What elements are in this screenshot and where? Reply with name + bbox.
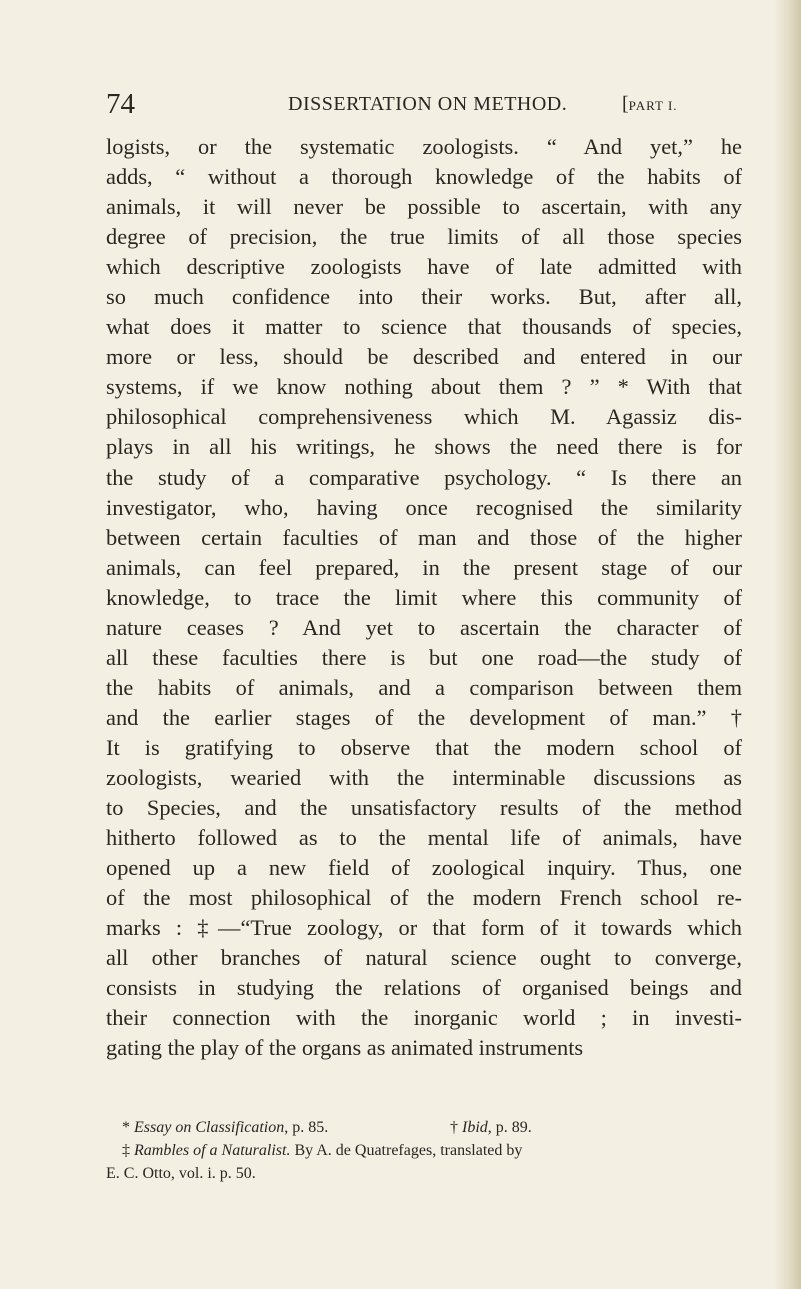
footnote-2 xyxy=(450,1116,532,1139)
text-line: between certain faculties of man and those of the higher xyxy=(106,524,742,550)
footnote-ref: By A. de Quatrefages, translated by xyxy=(290,1142,523,1159)
text-line: It is gratifying to observe that the modern school of xyxy=(106,734,742,760)
text-line: adds, “ without a thorough knowledge of the habits of xyxy=(106,164,742,190)
text-line: hitherto followed as to the mental life of animals, have xyxy=(106,825,742,851)
page-edge-shadow xyxy=(773,0,801,1289)
text-line: knowledge, to trace the limit where this community of xyxy=(106,584,742,610)
running-header xyxy=(106,84,742,124)
text-line: the study of a comparative psychology. “ Is there an xyxy=(106,464,742,490)
footnote-mark: * xyxy=(122,1119,130,1136)
footnote-3 xyxy=(122,1142,522,1159)
text-line: so much confidence into their works. But, after all, xyxy=(106,284,742,310)
text-line: their connection with the inorganic world ; in investi- xyxy=(106,1005,742,1031)
footnote-title: Essay on Classification xyxy=(134,1119,285,1136)
text-line: animals, can feel prepared, in the present stage of our xyxy=(106,554,742,580)
footnote-mark: ‡ xyxy=(122,1142,130,1159)
text-line: logists, or the systematic zoologists. “ And yet,” he xyxy=(106,134,742,159)
footnote-mark: † xyxy=(450,1119,458,1136)
text-line: what does it matter to science that thousands of species, xyxy=(106,314,742,340)
text-line: systems, if we know nothing about them ? ” * With that xyxy=(106,374,742,400)
text-line: to Species, and the unsatisfactory results of the method xyxy=(106,795,742,821)
text-line: degree of precision, the true limits of all those species xyxy=(106,224,742,250)
text-line: marks : ‡—“True zoology, or that form of it towards which xyxy=(106,915,742,941)
footnote-ref: , p. 89. xyxy=(487,1119,532,1136)
footnote-line: E. C. Otto, vol. i. p. 50. xyxy=(106,1165,256,1182)
text-line: the habits of animals, and a comparison between them xyxy=(106,674,742,700)
text-line: more or less, should be described and entered in our xyxy=(106,344,742,370)
text-line: consists in studying the relations of organised beings and xyxy=(106,975,742,1001)
page-number: 74 xyxy=(106,88,135,120)
text-line: nature ceases ? And yet to ascertain the character of xyxy=(106,614,742,640)
text-line: zoologists, wearied with the interminable discussions as xyxy=(106,764,742,790)
footnote-1 xyxy=(122,1119,328,1136)
text-line: all these faculties there is but one road—the study of xyxy=(106,644,742,670)
text-line: of the most philosophical of the modern French school re- xyxy=(106,885,742,911)
text-line: plays in all his writings, he shows the need there is for xyxy=(106,434,742,460)
text-line: philosophical comprehensiveness which M. Agassiz dis- xyxy=(106,404,742,430)
footnotes xyxy=(106,1116,742,1185)
text-line: and the earlier stages of the development of man.” † xyxy=(106,704,742,730)
text-line: all other branches of natural science ought to converge, xyxy=(106,945,742,971)
footnote-ref: , p. 85. xyxy=(284,1119,329,1136)
footnote-line xyxy=(122,1139,742,1162)
text-line: animals, it will never be possible to ascertain, with any xyxy=(106,194,742,220)
part-label-text: PART I. xyxy=(628,98,678,113)
body-text xyxy=(106,132,742,1063)
text-line: investigator, who, having once recognised the similarity xyxy=(106,494,742,520)
text-line: opened up a new field of zoological inquiry. Thus, one xyxy=(106,855,742,881)
footnote-title: Rambles of a Naturalist. xyxy=(134,1142,291,1159)
footnote-line xyxy=(122,1116,742,1139)
text-line: which descriptive zoologists have of late admitted with xyxy=(106,254,742,280)
text-line: gating the play of the organs as animated instruments xyxy=(106,1035,584,1061)
part-bracket: [ xyxy=(622,93,629,115)
footnote-title: Ibid xyxy=(462,1119,488,1136)
part-label xyxy=(622,88,678,122)
running-title: DISSERTATION ON METHOD. xyxy=(288,93,568,115)
